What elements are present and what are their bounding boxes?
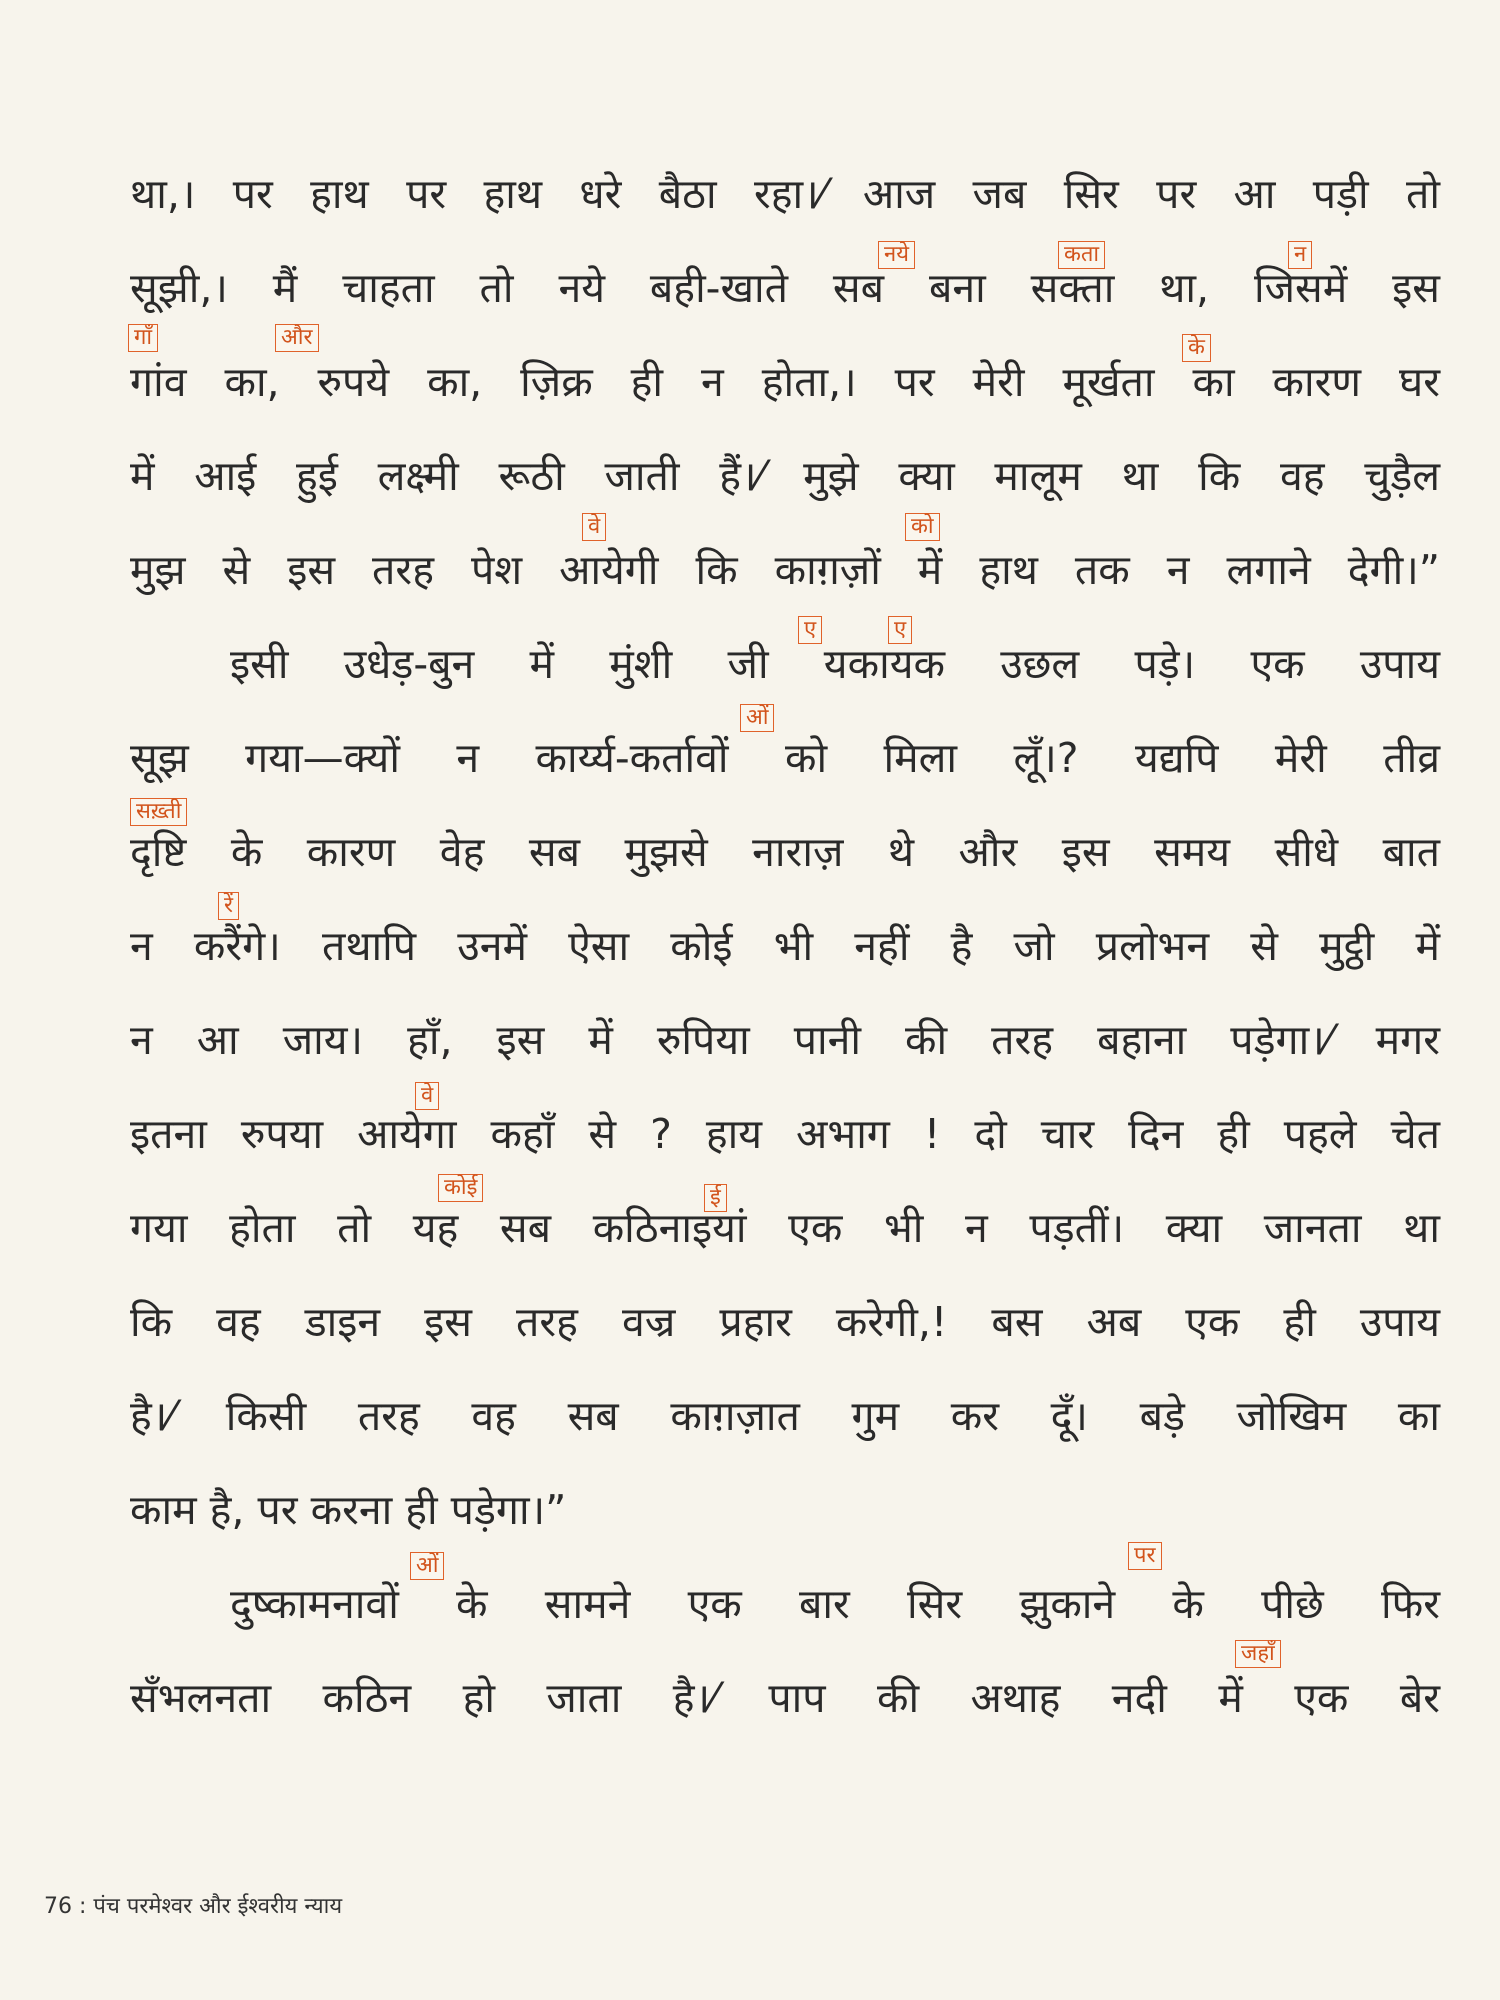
text-line-16: दुष्कामनावों के सामने एक बार सिर झुकाने के पीछे फिर: [230, 1580, 1440, 1628]
text-line-10: न आ जाय। हाँ, इस में रुपिया पानी की तरह बहाना पड़ेगा।⁄ मगर: [130, 1016, 1440, 1064]
correction-note: ई: [704, 1184, 727, 1212]
correction-note: ए: [888, 616, 912, 644]
correction-note: ओं: [740, 704, 774, 732]
text-line-5: मुझ से इस तरह पेश आयेगी कि काग़ज़ों में हाथ तक न लगाने देगी।”: [130, 546, 1440, 594]
text-line-6: इसी उधेड़-बुन में मुंशी जी यकायक उछल पड़े। एक उपाय: [230, 640, 1440, 688]
text-line-9: न करैंगे। तथापि उनमें ऐसा कोई भी नहीं है जो प्रलोभन से मुट्ठी में: [130, 922, 1440, 970]
text-line-13: कि वह डाइन इस तरह वज्र प्रहार करेगी,! बस अब एक ही उपाय: [130, 1298, 1440, 1346]
text-line-3: गांव का, रुपये का, ज़िक्र ही न होता,। पर मेरी मूर्खता का कारण घर: [130, 358, 1440, 406]
correction-note: पर: [1128, 1542, 1162, 1570]
text-line-14: है।⁄ किसी तरह वह सब काग़ज़ात गुम कर दूँ। बड़े जोखिम का: [130, 1392, 1440, 1440]
correction-note: सख़्ती: [130, 798, 187, 826]
text-line-7: सूझ गया—क्यों न कार्य्य-कर्तावों को मिला लूँ।? यद्यपि मेरी तीव्र: [130, 734, 1440, 782]
text-line-4: में आई हुई लक्ष्मी रूठी जाती हैं।⁄ मुझे क्या मालूम था कि वह चुड़ैल: [130, 452, 1440, 500]
correction-note: कता: [1058, 241, 1105, 269]
text-line-15: काम है, पर करना ही पड़ेगा।”: [130, 1486, 567, 1534]
correction-note: के: [1182, 334, 1211, 362]
text-line-2: सूझी,। मैं चाहता तो नये बही-खाते सब बना सक्ता था, जिसमें इस: [130, 264, 1440, 312]
text-line-17: सँभलनता कठिन हो जाता है।⁄ पाप की अथाह नदी में एक बेर: [130, 1674, 1440, 1722]
correction-note: न: [1288, 241, 1312, 269]
correction-note: वे: [415, 1082, 439, 1110]
text-line-8: दृष्टि के कारण वेह सब मुझसे नाराज़ थे और इस समय सीधे बात: [130, 828, 1440, 876]
correction-note: और: [275, 324, 319, 352]
correction-note: जहाँ: [1235, 1640, 1281, 1668]
text-line-12: गया होता तो यह सब कठिनाइयां एक भी न पड़तीं। क्या जानता था: [130, 1204, 1440, 1252]
correction-note: वे: [582, 513, 606, 541]
page-footer: 76 : पंच परमेश्वर और ईश्वरीय न्याय: [44, 1894, 343, 1919]
text-line-11: इतना रुपया आयेगा कहाँ से ? हाय अभाग ! दो चार दिन ही पहले चेत: [130, 1110, 1440, 1158]
correction-note: को: [905, 513, 940, 541]
correction-note: ओं: [410, 1552, 444, 1580]
correction-note: ए: [798, 616, 822, 644]
text-line-1: था,। पर हाथ पर हाथ धरे बैठा रहा।⁄ आज जब सिर पर आ पड़ी तो: [130, 170, 1440, 218]
correction-note: गाँ: [128, 324, 158, 352]
correction-note: रें: [218, 892, 239, 920]
correction-note: कोई: [438, 1174, 483, 1202]
correction-note: नये: [878, 241, 915, 269]
